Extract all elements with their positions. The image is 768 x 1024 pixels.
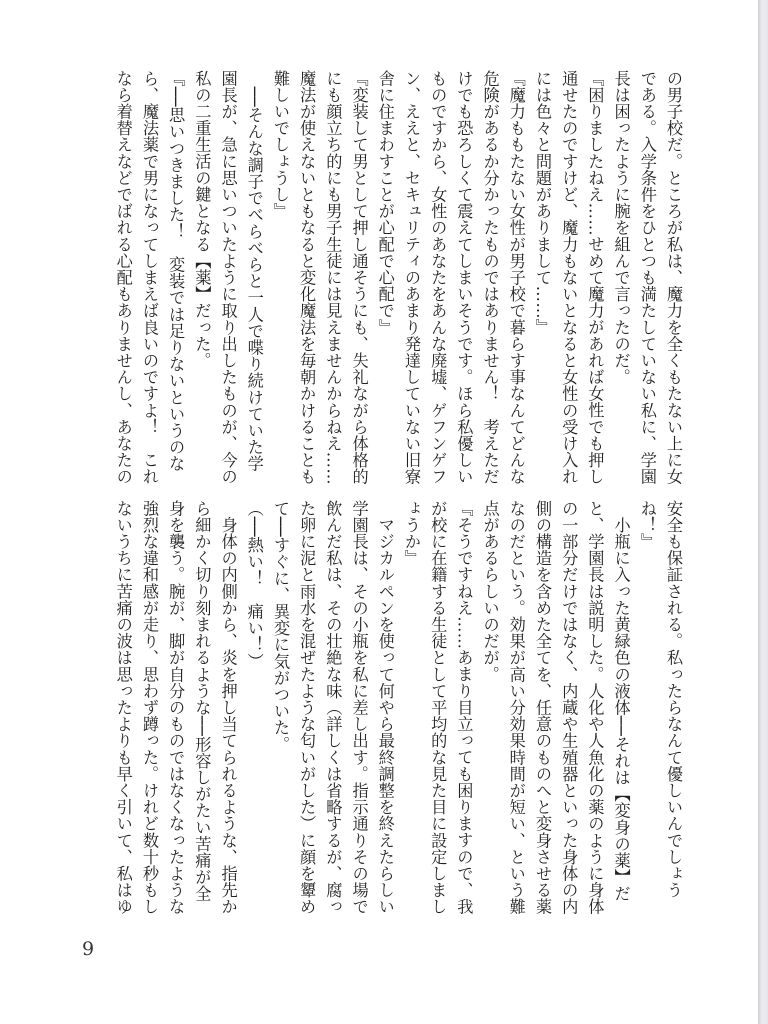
text-line: なら着替えなどでばれる心配もありませんし、あなたの — [113, 70, 133, 485]
text-line: 小瓶に入った黄緑色の液体──それは【変身の薬】だ — [611, 500, 631, 903]
text-line: には色々と問題がありまして……』 — [532, 70, 552, 336]
page-number: 9 — [82, 938, 95, 960]
page-edge-shadow — [758, 0, 768, 1024]
text-line: 『変装して男として押し通そうにも、失礼ながら体格的 — [349, 70, 369, 485]
text-block-upper — [96, 70, 686, 485]
text-line: と、学園長は説明した。人化や人魚化の薬のように身体 — [585, 500, 605, 915]
text-line: 学園長は、その小瓶を私に差し出す。指示通りその場で — [349, 500, 369, 915]
text-line: 身を襲う。腕が、脚が自分のものではなくなったような — [166, 500, 186, 915]
text-line: 『──思いつきました！ 変装では足りないというのな — [166, 70, 186, 473]
text-line: 舎に住まわすことが心配で心配で』 — [375, 70, 395, 336]
text-line: 私の二重生活の鍵となる【薬】だった。 — [192, 70, 212, 369]
text-line: 飲んだ私は、その壮絶な味（詳しくは省略するが、腐っ — [323, 500, 343, 915]
text-line: 点があるらしいのだが。 — [480, 500, 500, 683]
text-block-lower — [96, 500, 686, 915]
text-line: 通せたのですけど、魔力もないとなると女性の受け入れ — [559, 70, 579, 485]
text-line: 『困りましたねえ……せめて魔力があれば女性でも押し — [585, 70, 605, 485]
text-line: ら細かく切り刻まれるような──形容しがたい苦痛が全 — [192, 500, 212, 903]
text-line: 身体の内側から、炎を押し当てられるような、指先か — [218, 500, 238, 915]
text-line: 魔法が使えないともなると変化魔法を毎朝かけることも — [297, 70, 317, 485]
text-line: 『魔力ももたない女性が男子校で暮らす事なんてどんな — [506, 70, 526, 485]
text-line: 危険があるか分かったものではありません！ 考えただ — [480, 70, 500, 485]
text-line: の一部分だけではなく、内蔵や生殖器といった身体の内 — [559, 500, 579, 915]
text-line: 難しいでしょうし』 — [270, 70, 290, 220]
text-line: けでも恐ろしくて震えてしまいそうです。ほら私優しい — [454, 70, 474, 485]
text-line: ら、魔法薬で男になってしまえば良いのですよ！ これ — [139, 70, 159, 485]
text-line: にも顔立ち的にも男子生徒には見えませんからねえ…… — [323, 70, 343, 485]
text-line: 強烈な違和感が走り、思わず蹲った。けれど数十秒もし — [139, 500, 159, 915]
text-line: である。入学条件をひとつも満たしていない私に、学園 — [637, 70, 657, 485]
text-line: （──熱い！ 痛い！） — [244, 500, 264, 670]
text-line: た卵に泥と雨水を混ぜたような匂いがした）に顔を顰め — [297, 500, 317, 915]
text-line: 安全も保証される。私ったらなんて優しいんでしょう — [664, 500, 683, 899]
text-line: が校に在籍する生徒として平均的な見た目に設定しまし — [428, 500, 448, 915]
text-line: なのだという。効果が高い分効果時間が短い、という難 — [506, 500, 526, 915]
text-line: マジカルペンを使って何やら最終調整を終えたらしい — [375, 500, 395, 915]
text-line: ──そんな調子でべらべらと一人で喋り続けていた学 — [244, 70, 264, 473]
text-line: 長は困ったように腕を組んで言ったのだ。 — [611, 70, 631, 386]
text-line: 園長が、急に思いついたように取り出したものが、今の — [218, 70, 238, 485]
text-line: ないうちに苦痛の波は思ったよりも早く引いて、私はゆ — [113, 500, 133, 915]
text-line: 側の構造を含めた全てを、任意のものへと変身させる薬 — [532, 500, 552, 915]
text-line: ね！』 — [637, 500, 657, 550]
text-line: ン、ええと、セキュリティのあまり発達していない旧寮 — [401, 70, 421, 485]
text-line: て──すぐに、異変に気がついた。 — [270, 500, 290, 753]
text-line: ょうか』 — [401, 500, 421, 567]
text-line: ものですから、女性のあなたをあんな廃墟、ゲフンゲフ — [428, 70, 448, 485]
text-line: 『そうですねえ……あまり目立っても困りますので、我 — [454, 500, 474, 915]
text-line: の男子校だ。ところが私は、魔力を全くもたない上に女 — [664, 70, 683, 485]
